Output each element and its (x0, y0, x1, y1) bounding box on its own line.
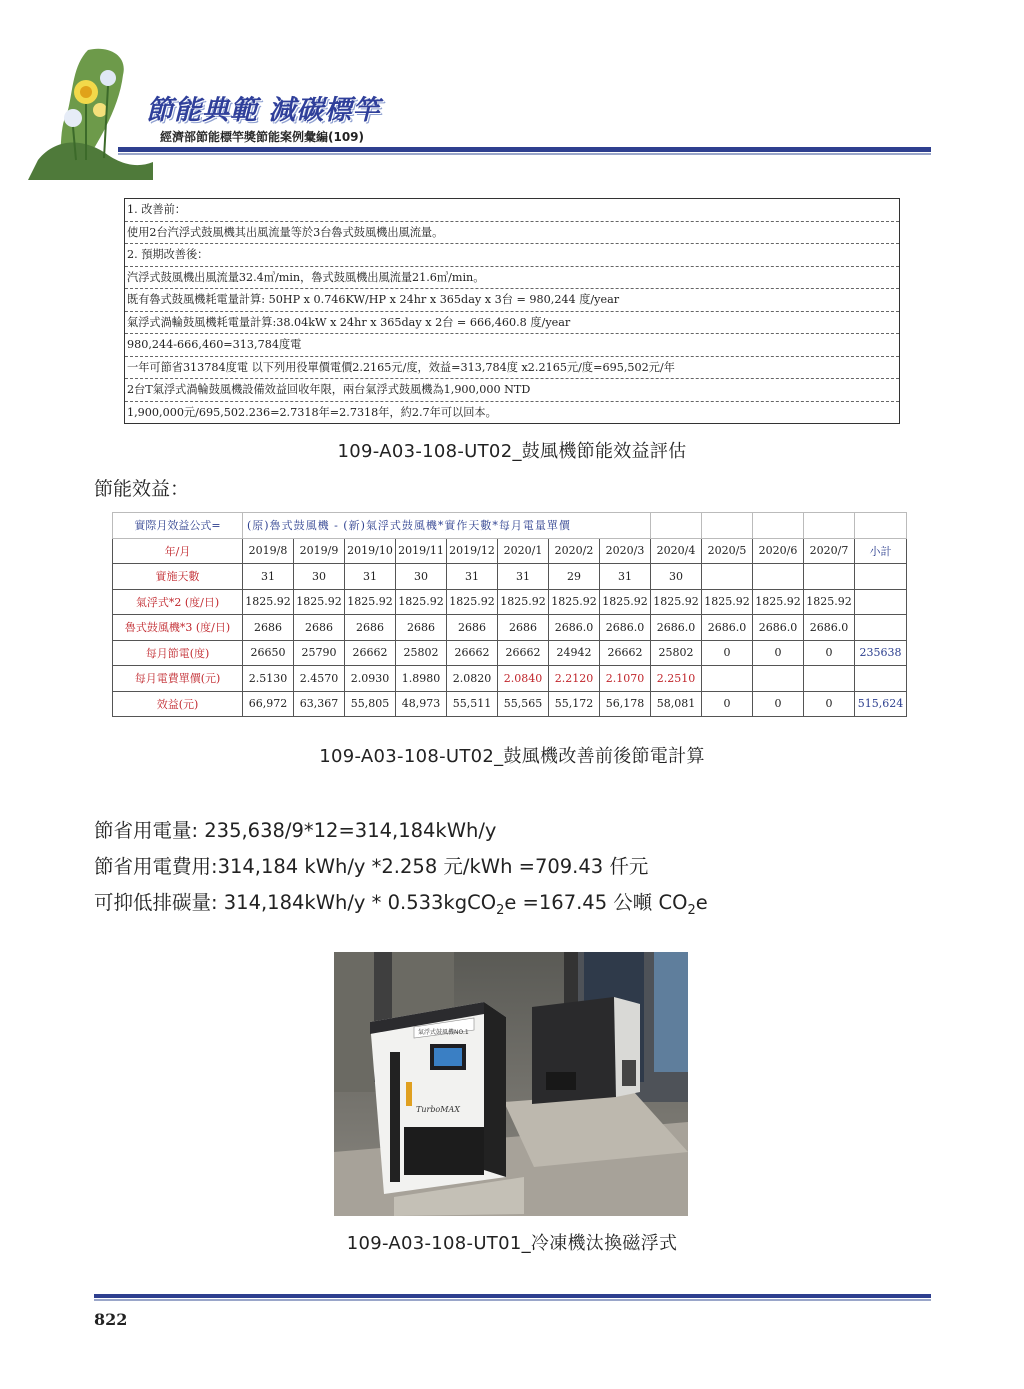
table-cell: 1825.92 (345, 589, 396, 615)
table-cell: 55,511 (447, 691, 498, 717)
table-cell: 26662 (600, 640, 651, 666)
row-label: 氣浮式*2 (度/日) (113, 589, 243, 615)
table-cell: 66,972 (243, 691, 294, 717)
table-cell: 2686 (345, 615, 396, 641)
table-cell: 1.8980 (396, 666, 447, 692)
table-cell: 24942 (549, 640, 600, 666)
table-cell: 31 (345, 564, 396, 590)
table-cell: 2686.0 (804, 615, 855, 641)
improvement-row: 一年可節省313784度電 以下列用役單價電價2.2165元/度，效益=313,784度 x2.2165元/度=695,502元/年 (125, 357, 899, 380)
row-label: 魯式鼓風機*3 (度/日) (113, 615, 243, 641)
table-cell (702, 564, 753, 590)
calc-line-cost: 節省用電費用:314,184 kWh/y *2.258 元/kWh =709.43 仟元 (94, 855, 649, 878)
page-number: 822 (94, 1310, 128, 1329)
month-header: 2020/6 (753, 538, 804, 564)
table-cell (804, 564, 855, 590)
table-cell: 26662 (447, 640, 498, 666)
formula-label: 實際月效益公式= (113, 513, 243, 539)
brand-title: 節能典範 減碳標竿 (146, 95, 381, 126)
table-cell: 1825.92 (447, 589, 498, 615)
table-row (113, 589, 907, 615)
month-header: 2020/7 (804, 538, 855, 564)
improvement-row: 氣浮式渦輪鼓風機耗電量計算:38.04kW x 24hr x 365day x 2台 = 666,460.8 度/year (125, 312, 899, 335)
improvement-row: 1,900,000元/695,502.236=2.7318年=2.7318年，約2.7年可以回本。 (127, 405, 497, 419)
table-row (113, 666, 907, 692)
formula-row (113, 513, 907, 539)
caption-calculation: 109-A03-108-UT02_鼓風機改善前後節電計算 (319, 746, 705, 767)
table-cell: 2.0930 (345, 666, 396, 692)
table-cell: 1825.92 (549, 589, 600, 615)
improvement-row: 既有魯式鼓風機耗電量計算: 50HP x 0.746KW/HP x 24hr x 365day x 3台 = 980,244 度/year (125, 289, 899, 312)
table-cell: 26662 (345, 640, 396, 666)
table-row (113, 564, 907, 590)
table-cell (804, 666, 855, 692)
table-cell: 0 (702, 640, 753, 666)
table-cell: 1825.92 (294, 589, 345, 615)
brand-subtitle: 經濟部節能標竿獎節能案例彙編(109) (160, 130, 365, 144)
subtotal-cell (855, 666, 907, 692)
improvement-row: 使用2台汽浮式鼓風機其出風流量等於3台魯式鼓風機出風流量。 (125, 222, 899, 245)
table-cell: 31 (600, 564, 651, 590)
month-header: 2019/10 (345, 538, 396, 564)
month-header: 2020/5 (702, 538, 753, 564)
table-cell: 0 (702, 691, 753, 717)
table-cell: 2.2510 (651, 666, 702, 692)
formula-text: (原)魯式鼓風機 - (新)氣浮式鼓風機*實作天數*每月電量單價 (243, 513, 651, 539)
header-row (113, 538, 907, 564)
table-cell: 2.5130 (243, 666, 294, 692)
table-cell: 2686.0 (753, 615, 804, 641)
table-cell: 1825.92 (753, 589, 804, 615)
table-cell: 26650 (243, 640, 294, 666)
month-header: 2019/9 (294, 538, 345, 564)
row-label: 每月電費單價(元) (113, 666, 243, 692)
brand-text: TurboMAX (416, 1105, 460, 1114)
table-cell: 1825.92 (396, 589, 447, 615)
table-cell: 31 (447, 564, 498, 590)
savings-table (112, 512, 907, 717)
table-cell: 0 (753, 640, 804, 666)
table-cell: 1825.92 (600, 589, 651, 615)
subtotal-cell: 235638 (855, 640, 907, 666)
footer-rule-thin (94, 1299, 931, 1301)
row-label: 效益(元) (113, 691, 243, 717)
month-header: 2019/12 (447, 538, 498, 564)
table-cell: 48,973 (396, 691, 447, 717)
table-cell: 1825.92 (498, 589, 549, 615)
month-header: 2020/4 (651, 538, 702, 564)
table-cell: 2.2120 (549, 666, 600, 692)
month-header: 2019/8 (243, 538, 294, 564)
table-cell: 31 (243, 564, 294, 590)
improvement-row: 1. 改善前： (125, 199, 899, 222)
table-cell: 1825.92 (702, 589, 753, 615)
header-rule (118, 147, 931, 152)
table-cell (753, 564, 804, 590)
subtotal-cell (855, 615, 907, 641)
table-cell: 25802 (396, 640, 447, 666)
table-cell: 1825.92 (804, 589, 855, 615)
table-cell: 2.1070 (600, 666, 651, 692)
table-cell: 55,565 (498, 691, 549, 717)
improvement-row: 980,244-666,460=313,784度電 (125, 334, 899, 357)
improvement-box (124, 198, 900, 424)
table-cell: 2686 (498, 615, 549, 641)
table-cell: 2686 (396, 615, 447, 641)
header-label: 年/月 (113, 538, 243, 564)
header-rule-thin (118, 153, 931, 155)
table-cell: 0 (804, 640, 855, 666)
subtotal-header: 小計 (855, 538, 907, 564)
section-heading: 節能效益： (94, 478, 190, 500)
month-header: 2020/1 (498, 538, 549, 564)
table-cell: 30 (396, 564, 447, 590)
table-cell: 55,805 (345, 691, 396, 717)
table-row (113, 615, 907, 641)
table-cell: 29 (549, 564, 600, 590)
improvement-row: 2. 預期改善後： (125, 244, 899, 267)
subtotal-cell (855, 589, 907, 615)
table-cell: 1825.92 (243, 589, 294, 615)
table-cell: 25790 (294, 640, 345, 666)
panel-label-text: 氣浮式鼓風機NO.1 (418, 1029, 469, 1036)
caption-assessment: 109-A03-108-UT02_鼓風機節能效益評估 (337, 441, 687, 462)
calc-line-carbon: 可抑低排碳量: 314,184kWh/y * 0.533kgCO$_2$e =167.45 公噸 $CO_2e$ (94, 891, 708, 918)
table-cell: 25802 (651, 640, 702, 666)
table-cell: 2.0820 (447, 666, 498, 692)
calc-line-electricity: 節省用電量: 235,638/9*12=314,184kWh/y (94, 819, 497, 842)
table-cell: 58,081 (651, 691, 702, 717)
improvement-row: 2台T氣浮式渦輪鼓風機設備效益回收年限，兩台氣浮式鼓風機為1,900,000 NTD (125, 379, 899, 402)
table-cell: 2686.0 (702, 615, 753, 641)
table-cell: 0 (804, 691, 855, 717)
table-cell: 56,178 (600, 691, 651, 717)
subtotal-cell (855, 564, 907, 590)
improvement-row: 汽浮式鼓風機出風流量32.4㎥/min，魯式鼓風機出風流量21.6㎥/min。 (125, 267, 899, 290)
table-cell: 2.0840 (498, 666, 549, 692)
table-cell: 63,367 (294, 691, 345, 717)
month-header: 2019/11 (396, 538, 447, 564)
month-header: 2020/3 (600, 538, 651, 564)
table-cell: 26662 (498, 640, 549, 666)
caption-photo: 109-A03-108-UT01_冷凍機汰換磁浮式 (346, 1233, 678, 1254)
table-cell: 2686.0 (549, 615, 600, 641)
row-label: 每月節電(度) (113, 640, 243, 666)
footer-rule (94, 1294, 931, 1298)
table-row (113, 691, 907, 717)
table-cell: 1825.92 (651, 589, 702, 615)
blower-photo (334, 952, 688, 1216)
table-cell: 2686 (243, 615, 294, 641)
table-cell (702, 666, 753, 692)
month-header: 2020/2 (549, 538, 600, 564)
table-cell: 31 (498, 564, 549, 590)
table-cell: 2.4570 (294, 666, 345, 692)
table-row (113, 640, 907, 666)
table-cell: 2686.0 (651, 615, 702, 641)
table-cell: 2686.0 (600, 615, 651, 641)
table-cell: 0 (753, 691, 804, 717)
table-cell: 30 (651, 564, 702, 590)
table-cell: 2686 (447, 615, 498, 641)
table-cell: 30 (294, 564, 345, 590)
subtotal-cell: 515,624 (855, 691, 907, 717)
table-cell (753, 666, 804, 692)
table-cell: 2686 (294, 615, 345, 641)
table-cell: 55,172 (549, 691, 600, 717)
row-label: 實施天數 (113, 564, 243, 590)
